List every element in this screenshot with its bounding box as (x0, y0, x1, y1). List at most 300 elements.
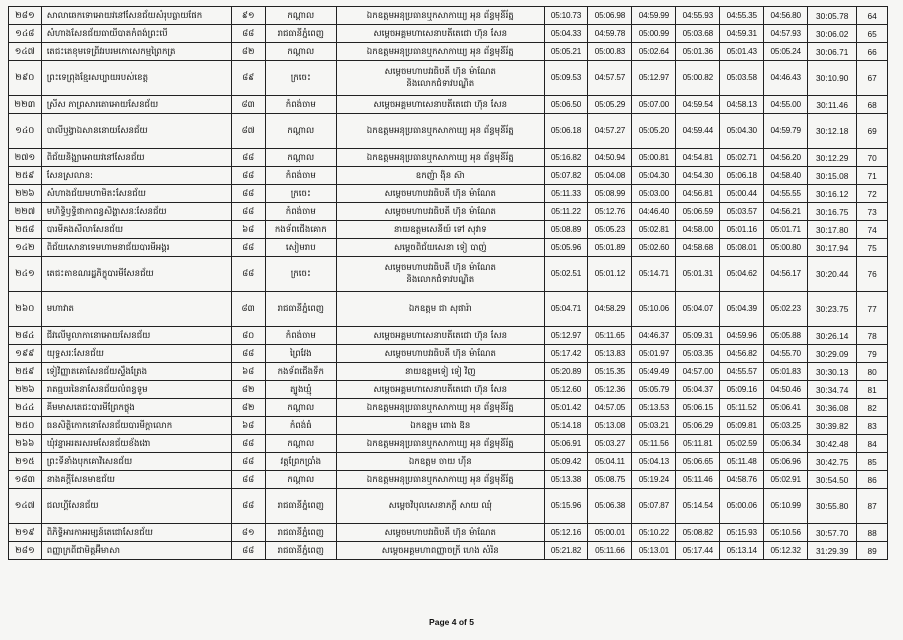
lap-time-cell: 05:13.53 (632, 399, 676, 417)
rank-cell: 68 (857, 96, 888, 114)
rower-count-cell: ៨៧ (231, 114, 265, 149)
table-row (9, 345, 888, 363)
province-cell: កណ្ដាល (265, 149, 337, 167)
rower-count-cell: ៨២ (231, 381, 265, 399)
boat-name-cell: ជីវលើមូលាកានោអោយសែនជ័យ (41, 327, 231, 345)
lap-time-cell: 05:00.81 (632, 149, 676, 167)
sponsor-cell: សម្ដេចអគ្គមហាសេនាបតីតេជោ ហ៊ុន សែន (337, 96, 544, 114)
page-number: Page 4 of 5 (429, 617, 474, 627)
province-cell: រាជធានីភ្នំពេញ (265, 524, 337, 542)
rower-count-cell: ៨៨ (231, 185, 265, 203)
table-row (9, 363, 888, 381)
province-cell: វត្តព្រែកប្រាំង (265, 453, 337, 471)
province-cell: កងទ័ពជើងទឹក (265, 363, 337, 381)
boat-code-cell: ១៤៧ (9, 43, 42, 61)
lap-time-cell: 05:06.18 (544, 114, 588, 149)
sponsor-cell: សម្ដេចអគ្គមហាពញ្ញាចក្រី ហេង សំរិន (337, 542, 544, 560)
province-cell: កំពង់ចាម (265, 203, 337, 221)
lap-time-cell: 05:01.42 (544, 399, 588, 417)
boat-name-cell: សំហាងសែនជ័យធាយីបាតកំពង់ព្រះបើ (41, 25, 231, 43)
table-row (9, 167, 888, 185)
rank-cell: 71 (857, 167, 888, 185)
rower-count-cell: ៨៣ (231, 96, 265, 114)
boat-name-cell: ពិភិទ្ធិអារកាអរម្សន៍តេជោសែនជ័យ (41, 524, 231, 542)
lap-time-cell: 04:58.68 (676, 239, 720, 257)
lap-time-cell: 04:59.31 (720, 25, 764, 43)
rower-count-cell: ៦៨ (231, 363, 265, 381)
table-row (9, 185, 888, 203)
sponsor-cell: ឯកឧត្តម ពោង ឱន (337, 417, 544, 435)
lap-time-cell: 05:04.39 (720, 292, 764, 327)
total-time-cell: 30:39.82 (808, 417, 857, 435)
lap-time-cell: 05:02.51 (544, 257, 588, 292)
lap-time-cell: 05:19.24 (632, 471, 676, 489)
lap-time-cell: 05:04.07 (676, 292, 720, 327)
rower-count-cell: ៨៣ (231, 292, 265, 327)
lap-time-cell: 05:06.91 (544, 435, 588, 453)
rank-cell: 79 (857, 345, 888, 363)
rank-cell: 83 (857, 417, 888, 435)
results-table (8, 6, 888, 560)
total-time-cell: 30:10.90 (808, 61, 857, 96)
rower-count-cell: ៨៨ (231, 489, 265, 524)
lap-time-cell: 05:04.11 (588, 453, 632, 471)
sponsor-cell: សម្ដេចអគ្គមហាសេនាបតីតេជោ ហ៊ុន សែន (337, 381, 544, 399)
lap-time-cell: 04:59.78 (588, 25, 632, 43)
lap-time-cell: 05:04.62 (720, 257, 764, 292)
table-row (9, 257, 888, 292)
lap-time-cell: 05:11.46 (676, 471, 720, 489)
lap-time-cell: 04:55.93 (676, 7, 720, 25)
province-cell: កំពង់ធំ (265, 417, 337, 435)
boat-name-cell: ធនសិត្ថិកោកនោសែនជ័យបារមីក្ដាលោក (41, 417, 231, 435)
table-row (9, 7, 888, 25)
sponsor-cell: ឯកឧត្តមអនុប្រធានឬកសាកាឃ្យ អុន ព័ន្ធមុនីរ័ត្ន (337, 149, 544, 167)
table-row (9, 542, 888, 560)
lap-time-cell: 05:15.96 (544, 489, 588, 524)
rank-cell: 77 (857, 292, 888, 327)
lap-time-cell: 05:04.33 (544, 25, 588, 43)
lap-time-cell: 05:07.82 (544, 167, 588, 185)
table-row (9, 239, 888, 257)
table-row (9, 453, 888, 471)
lap-time-cell: 04:56.21 (764, 203, 808, 221)
lap-time-cell: 05:05.29 (588, 96, 632, 114)
boat-name-cell: មហាវាត (41, 292, 231, 327)
rower-count-cell: ៨៨ (231, 149, 265, 167)
lap-time-cell: 05:06.41 (764, 399, 808, 417)
lap-time-cell: 05:01.36 (676, 43, 720, 61)
lap-time-cell: 04:58.29 (588, 292, 632, 327)
lap-time-cell: 05:05.20 (632, 114, 676, 149)
lap-time-cell: 04:57.05 (588, 399, 632, 417)
rank-cell: 89 (857, 542, 888, 560)
lap-time-cell: 05:02.64 (632, 43, 676, 61)
lap-time-cell: 05:06.34 (764, 435, 808, 453)
sponsor-cell: សម្ដេចមហាបវរធិបតី ហ៊ុន ម៉ាណែត (337, 524, 544, 542)
lap-time-cell: 05:03.35 (676, 345, 720, 363)
lap-time-cell: 05:02.59 (720, 435, 764, 453)
rower-count-cell: ៨៩ (231, 61, 265, 96)
lap-time-cell: 05:00.06 (720, 489, 764, 524)
lap-time-cell: 05:12.76 (588, 203, 632, 221)
province-cell: កងទ័ពជើងគោក (265, 221, 337, 239)
table-row (9, 399, 888, 417)
sponsor-cell: ឯកឧត្តម ជា សុផារ៉ា (337, 292, 544, 327)
rank-cell: 82 (857, 399, 888, 417)
rank-cell: 86 (857, 471, 888, 489)
boat-code-cell: ២២៦ (9, 185, 42, 203)
lap-time-cell: 05:00.99 (632, 25, 676, 43)
total-time-cell: 30:20.44 (808, 257, 857, 292)
table-row (9, 96, 888, 114)
boat-code-cell: ២៥៩ (9, 363, 42, 381)
boat-code-cell: ២២៣ (9, 96, 42, 114)
lap-time-cell: 04:50.46 (764, 381, 808, 399)
lap-time-cell: 04:55.35 (720, 7, 764, 25)
boat-code-cell: ២១៥ (9, 453, 42, 471)
sponsor-cell: ឯកឧត្តមអនុប្រធានឬកសាកាឃ្យ អុន ព័ន្ធមុនីរ័ត្ន (337, 43, 544, 61)
lap-time-cell: 05:10.22 (632, 524, 676, 542)
lap-time-cell: 04:59.79 (764, 114, 808, 149)
lap-time-cell: 04:55.70 (764, 345, 808, 363)
lap-time-cell: 05:04.08 (588, 167, 632, 185)
lap-time-cell: 04:57.93 (764, 25, 808, 43)
lap-time-cell: 05:00.01 (588, 524, 632, 542)
province-cell: រាជធានីភ្នំពេញ (265, 25, 337, 43)
rank-cell: 81 (857, 381, 888, 399)
boat-name-cell: ពិជ័យនិង្ឍាអោយវនៅសែនជ័យ (41, 149, 231, 167)
lap-time-cell: 05:04.30 (632, 167, 676, 185)
boat-name-cell: មហិទ្ធិឫទ្ធិផាកាពន្ធសិង្ហាសនៈសែនជ័យ (41, 203, 231, 221)
lap-time-cell: 05:08.89 (544, 221, 588, 239)
boat-code-cell: ២៥៨ (9, 221, 42, 239)
lap-time-cell: 05:04.13 (632, 453, 676, 471)
province-cell: កណ្ដាល (265, 399, 337, 417)
lap-time-cell: 05:14.18 (544, 417, 588, 435)
province-cell: កណ្ដាល (265, 471, 337, 489)
boat-code-cell: ១៤៧ (9, 489, 42, 524)
lap-time-cell: 05:11.81 (676, 435, 720, 453)
boat-name-cell: យុទ្ធសរៈសែនជ័យ (41, 345, 231, 363)
boat-code-cell: ២១៩ (9, 524, 42, 542)
lap-time-cell: 04:57.00 (676, 363, 720, 381)
province-cell: កណ្ដាល (265, 43, 337, 61)
rower-count-cell: ៨២ (231, 399, 265, 417)
lap-time-cell: 05:05.79 (632, 381, 676, 399)
lap-time-cell: 05:21.82 (544, 542, 588, 560)
sponsor-cell: នាយឧត្ដមទៀ ទៀ វិញ (337, 363, 544, 381)
lap-time-cell: 04:59.44 (676, 114, 720, 149)
lap-time-cell: 04:57.57 (588, 61, 632, 96)
rank-cell: 67 (857, 61, 888, 96)
rower-count-cell: ៨០ (231, 327, 265, 345)
lap-time-cell: 05:03.21 (632, 417, 676, 435)
lap-time-cell: 05:11.48 (720, 453, 764, 471)
boat-name-cell: សាលាឆេកទោអោយវនៅសែនជ័យសំរុបធ្លាយផែក (41, 7, 231, 25)
total-time-cell: 30:11.46 (808, 96, 857, 114)
rank-cell: 65 (857, 25, 888, 43)
rower-count-cell: ៨៨ (231, 471, 265, 489)
province-cell: កំពង់ចាម (265, 167, 337, 185)
lap-time-cell: 05:03.25 (764, 417, 808, 435)
sponsor-cell: សម្ដេចមហាបវរធិបតី ហ៊ុន ម៉ាណែត (337, 185, 544, 203)
province-cell: រាជធានីភ្នំពេញ (265, 542, 337, 560)
lap-time-cell: 05:12.97 (632, 61, 676, 96)
lap-time-cell: 05:14.71 (632, 257, 676, 292)
rower-count-cell: ៨៨ (231, 203, 265, 221)
lap-time-cell: 05:00.82 (676, 61, 720, 96)
province-cell: រាជធានីភ្នំពេញ (265, 292, 337, 327)
boat-name-cell: ជលហ្គីសែនជ័យ (41, 489, 231, 524)
boat-code-cell: ២៥៩ (9, 167, 42, 185)
lap-time-cell: 05:06.98 (588, 7, 632, 25)
boat-name-cell: បាលីឬង្វាឯសាននោយសែនជ័យ (41, 114, 231, 149)
lap-time-cell: 05:01.43 (720, 43, 764, 61)
sponsor-cell: ឯកឧត្តមអនុប្រធានឬកសាកាឃ្យ អុន ព័ន្ធមុនីរ័ត្ន (337, 7, 544, 25)
rank-cell: 75 (857, 239, 888, 257)
lap-time-cell: 05:17.44 (676, 542, 720, 560)
boat-code-cell: ២៨១ (9, 7, 42, 25)
province-cell: កណ្ដាល (265, 7, 337, 25)
lap-time-cell: 05:13.08 (588, 417, 632, 435)
total-time-cell: 30:06.02 (808, 25, 857, 43)
lap-time-cell: 05:10.56 (764, 524, 808, 542)
lap-time-cell: 05:06.29 (676, 417, 720, 435)
lap-time-cell: 04:58.00 (676, 221, 720, 239)
boat-code-cell: ២៨៤ (9, 327, 42, 345)
boat-code-cell: ២៥០ (9, 417, 42, 435)
lap-time-cell: 04:56.81 (676, 185, 720, 203)
lap-time-cell: 05:06.50 (544, 96, 588, 114)
lap-time-cell: 05:02.60 (632, 239, 676, 257)
lap-time-cell: 05:11.33 (544, 185, 588, 203)
total-time-cell: 30:17.94 (808, 239, 857, 257)
lap-time-cell: 05:05.23 (588, 221, 632, 239)
lap-time-cell: 05:02.91 (764, 471, 808, 489)
lap-time-cell: 05:07.87 (632, 489, 676, 524)
lap-time-cell: 05:03.58 (720, 61, 764, 96)
rower-count-cell: ៦៨ (231, 417, 265, 435)
lap-time-cell: 05:12.32 (764, 542, 808, 560)
table-row (9, 149, 888, 167)
total-time-cell: 30:54.50 (808, 471, 857, 489)
lap-time-cell: 05:05.88 (764, 327, 808, 345)
province-cell: កំពង់ចាម (265, 96, 337, 114)
lap-time-cell: 05:15.93 (720, 524, 764, 542)
lap-time-cell: 04:55.57 (720, 363, 764, 381)
total-time-cell: 30:29.09 (808, 345, 857, 363)
total-time-cell: 30:17.80 (808, 221, 857, 239)
boat-name-cell: ព្រះទេព្រុងខ្មែរសប្បាយរបស់ខេត្ត (41, 61, 231, 96)
lap-time-cell: 05:01.12 (588, 257, 632, 292)
table-row (9, 221, 888, 239)
total-time-cell: 30:23.75 (808, 292, 857, 327)
lap-time-cell: 05:02.81 (632, 221, 676, 239)
total-time-cell: 30:16.75 (808, 203, 857, 221)
lap-time-cell: 05:06.15 (676, 399, 720, 417)
lap-time-cell: 05:10.73 (544, 7, 588, 25)
lap-time-cell: 04:59.54 (676, 96, 720, 114)
sponsor-cell: ឧកញ៉ា ង៉ិន ស៊ា (337, 167, 544, 185)
rower-count-cell: ៨៨ (231, 257, 265, 292)
sponsor-cell: សម្ដេចពិជ័យសេនា ទៀ បាញ់ (337, 239, 544, 257)
boat-code-cell: ១៩៩ (9, 345, 42, 363)
lap-time-cell: 04:46.43 (764, 61, 808, 96)
boat-name-cell: រាតធ្មបរនៃនាសែនជ័យលំពន្ធទូម (41, 381, 231, 399)
table-row (9, 417, 888, 435)
lap-time-cell: 05:01.97 (632, 345, 676, 363)
lap-time-cell: 05:08.82 (676, 524, 720, 542)
total-time-cell: 30:12.29 (808, 149, 857, 167)
total-time-cell: 30:12.18 (808, 114, 857, 149)
lap-time-cell: 05:09.53 (544, 61, 588, 96)
lap-time-cell: 05:11.65 (588, 327, 632, 345)
table-row (9, 43, 888, 61)
rower-count-cell: ៨២ (231, 43, 265, 61)
lap-time-cell: 05:04.71 (544, 292, 588, 327)
lap-time-cell: 05:15.35 (588, 363, 632, 381)
boat-name-cell: តេជះតេខុមទេព្រីវរបរមកោសេកម្មព្រៃកត្រ (41, 43, 231, 61)
rank-cell: 72 (857, 185, 888, 203)
boat-code-cell: ២២៧ (9, 203, 42, 221)
lap-time-cell: 05:01.31 (676, 257, 720, 292)
lap-time-cell: 05:01.83 (764, 363, 808, 381)
province-cell: កណ្ដាល (265, 114, 337, 149)
lap-time-cell: 05:05.24 (764, 43, 808, 61)
boat-name-cell: នាងគក្តីសែនមាឌជ័យ (41, 471, 231, 489)
lap-time-cell: 05:11.52 (720, 399, 764, 417)
lap-time-cell: 04:50.94 (588, 149, 632, 167)
lap-time-cell: 05:03.57 (720, 203, 764, 221)
lap-time-cell: 05:02.71 (720, 149, 764, 167)
table-row (9, 381, 888, 399)
province-cell: កំពង់ចាម (265, 327, 337, 345)
sponsor-cell: ឯកឧត្តម ចាយ ហ៊ីន (337, 453, 544, 471)
sponsor-cell: សម្ដេចវិបុលសេនាភក្ដី សាយ ឈុំ (337, 489, 544, 524)
lap-time-cell: 05:49.49 (632, 363, 676, 381)
lap-time-cell: 05:04.30 (720, 114, 764, 149)
boat-name-cell: ទៀវិញ្ញាតគោសែនជ័យស្ទឹងត្រែង (41, 363, 231, 381)
rank-cell: 87 (857, 489, 888, 524)
lap-time-cell: 05:11.56 (632, 435, 676, 453)
total-time-cell: 30:36.08 (808, 399, 857, 417)
lap-time-cell: 05:05.96 (544, 239, 588, 257)
boat-name-cell: តេជះតាខណរដ្ឋភិក្ខុបារមីសែនជ័យ (41, 257, 231, 292)
boat-code-cell: ១៤២ (9, 239, 42, 257)
rank-cell: 78 (857, 327, 888, 345)
total-time-cell: 30:16.12 (808, 185, 857, 203)
table-row (9, 292, 888, 327)
sponsor-cell: ឯកឧត្តមអនុប្រធានឬកសាកាឃ្យ អុន ព័ន្ធមុនីរ័ត្ន (337, 435, 544, 453)
lap-time-cell: 05:09.31 (676, 327, 720, 345)
rank-cell: 73 (857, 203, 888, 221)
lap-time-cell: 04:58.40 (764, 167, 808, 185)
boat-name-cell: ស្រីស ភាព្រសារតោអោយសែនជ័យ (41, 96, 231, 114)
boat-code-cell: ២៦៦ (9, 435, 42, 453)
sponsor-cell: ឯកឧត្តមអនុប្រធានឬកសាកាឃ្យ អុន ព័ន្ធមុនីរ័ត្ន (337, 114, 544, 149)
lap-time-cell: 05:00.83 (588, 43, 632, 61)
lap-time-cell: 05:03.27 (588, 435, 632, 453)
lap-time-cell: 05:13.83 (588, 345, 632, 363)
boat-name-cell: សំហាងជ័យមហាមិតះសែនជ័យ (41, 185, 231, 203)
table-row (9, 435, 888, 453)
total-time-cell: 31:29.39 (808, 542, 857, 560)
lap-time-cell: 04:57.27 (588, 114, 632, 149)
rank-cell: 64 (857, 7, 888, 25)
boat-name-cell: គីមមាសតេជះបារមីព្រែកថ្លុង (41, 399, 231, 417)
lap-time-cell: 04:55.00 (764, 96, 808, 114)
lap-time-cell: 05:01.16 (720, 221, 764, 239)
table-row (9, 25, 888, 43)
table-row (9, 114, 888, 149)
rower-count-cell: ៨៨ (231, 542, 265, 560)
boat-name-cell: បារមីគងសីលាសែនជ័យ (41, 221, 231, 239)
rank-cell: 88 (857, 524, 888, 542)
rank-cell: 85 (857, 453, 888, 471)
sponsor-cell: ឯកឧត្តមអនុប្រធានឬកសាកាឃ្យ អុន ព័ន្ធមុនីរ័ត្ន (337, 471, 544, 489)
lap-time-cell: 04:56.80 (764, 7, 808, 25)
rower-count-cell: ៨៨ (231, 435, 265, 453)
lap-time-cell: 05:08.75 (588, 471, 632, 489)
total-time-cell: 30:15.08 (808, 167, 857, 185)
lap-time-cell: 05:13.01 (632, 542, 676, 560)
table-row (9, 471, 888, 489)
lap-time-cell: 05:16.82 (544, 149, 588, 167)
province-cell: ត្បូងឃ្មុំ (265, 381, 337, 399)
rank-cell: 76 (857, 257, 888, 292)
boat-name-cell: សែនស្រលាន: (41, 167, 231, 185)
total-time-cell: 30:26.14 (808, 327, 857, 345)
sponsor-cell: សម្ដេចមហាបវរធិបតី ហ៊ុន ម៉ាណែត និងលោកជំទាវបណ្ឌិត (337, 61, 544, 96)
rank-cell: 70 (857, 149, 888, 167)
table-row (9, 524, 888, 542)
rower-count-cell: ៨៨ (231, 453, 265, 471)
lap-time-cell: 05:10.99 (764, 489, 808, 524)
rower-count-cell: ៨១ (231, 524, 265, 542)
total-time-cell: 30:42.48 (808, 435, 857, 453)
lap-time-cell: 05:10.06 (632, 292, 676, 327)
lap-time-cell: 04:46.40 (632, 203, 676, 221)
lap-time-cell: 04:58.76 (720, 471, 764, 489)
lap-time-cell: 05:17.42 (544, 345, 588, 363)
lap-time-cell: 04:56.17 (764, 257, 808, 292)
lap-time-cell: 04:56.20 (764, 149, 808, 167)
sponsor-cell: សម្ដេចអគ្គមហាសេនាបតីតេជោ ហ៊ុន សែន (337, 327, 544, 345)
lap-time-cell: 04:56.82 (720, 345, 764, 363)
total-time-cell: 30:55.80 (808, 489, 857, 524)
lap-time-cell: 04:59.99 (632, 7, 676, 25)
rank-cell: 66 (857, 43, 888, 61)
rower-count-cell: ៦៨ (231, 221, 265, 239)
lap-time-cell: 05:06.18 (720, 167, 764, 185)
sponsor-cell: នាយឧត្ដមសេនីយ៍ ទៅ សុវាទ (337, 221, 544, 239)
lap-time-cell: 05:12.60 (544, 381, 588, 399)
lap-time-cell: 05:13.38 (544, 471, 588, 489)
boat-code-cell: ២៨១ (9, 542, 42, 560)
total-time-cell: 30:06.71 (808, 43, 857, 61)
lap-time-cell: 05:06.59 (676, 203, 720, 221)
lap-time-cell: 05:12.16 (544, 524, 588, 542)
rank-cell: 84 (857, 435, 888, 453)
boat-code-cell: ២៤១ (9, 257, 42, 292)
boat-code-cell: ២៧១ (9, 149, 42, 167)
boat-code-cell: ២២៦ (9, 381, 42, 399)
rower-count-cell: ៨៨ (231, 25, 265, 43)
rower-count-cell: ៨៨ (231, 167, 265, 185)
province-cell: ក្រចេះ (265, 61, 337, 96)
lap-time-cell: 04:59.96 (720, 327, 764, 345)
